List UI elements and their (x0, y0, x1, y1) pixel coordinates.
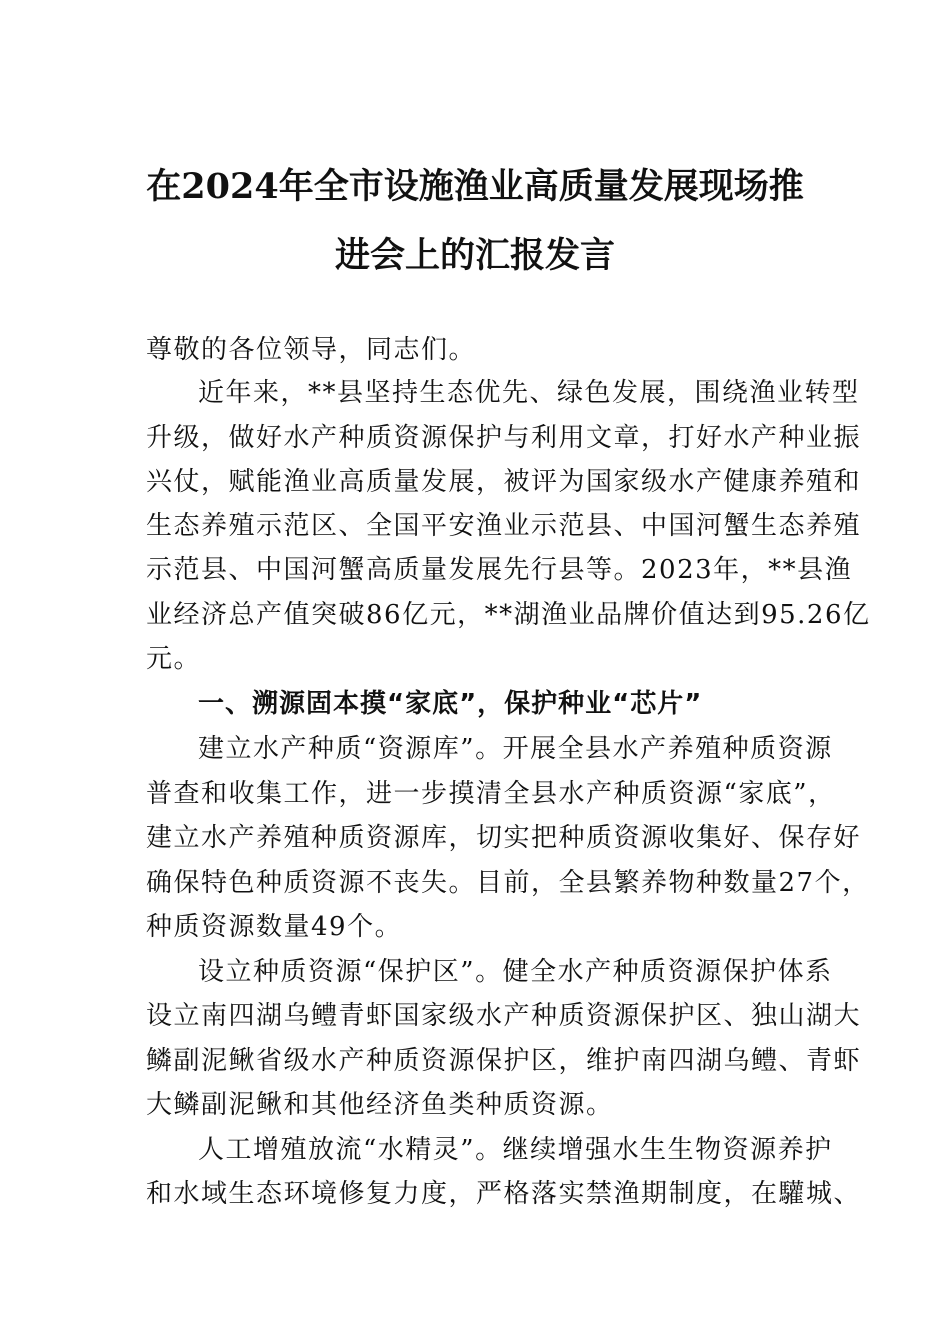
text-line: 近年来，**县坚持生态优先、绿色发展，围绕渔业转型 (198, 378, 860, 408)
text-line: 普查和收集工作，进一步摸清全县水产种质资源“家底”， (146, 779, 836, 809)
text-line: 和水域生态环境修复力度，严格落实禁渔期制度，在驩城、 (146, 1179, 862, 1209)
text-line: 建立水产养殖种质资源库，切实把种质资源收集好、保存好 (146, 823, 862, 853)
text-line: 升级，做好水产种质资源保护与利用文章，打好水产种业振 (146, 423, 862, 453)
text-line: 生态养殖示范区、全国平安渔业示范县、中国河蟹生态养殖 (146, 511, 862, 541)
text-line: 示范县、中国河蟹高质量发展先行县等。2023年，**县渔 (146, 555, 853, 585)
text-line: 确保特色种质资源不丧失。目前，全县繁养物种数量27个， (146, 868, 870, 898)
text-line: 业经济总产值突破86亿元，**湖渔业品牌价值达到95.26亿 (146, 600, 871, 630)
text-line: 设立南四湖乌鳢青虾国家级水产种质资源保护区、独山湖大 (146, 1001, 862, 1031)
text-line: 大鳞副泥鳅和其他经济鱼类种质资源。 (146, 1090, 614, 1120)
text-line: 建立水产种质“资源库”。开展全县水产养殖种质资源 (198, 734, 833, 764)
text-line: 人工增殖放流“水精灵”。继续增强水生生物资源养护 (198, 1135, 833, 1165)
text-line: 种质资源数量49个。 (146, 912, 403, 942)
document-title-line-1: 在2024年全市设施渔业高质量发展现场推 (146, 166, 804, 207)
text-line: 兴仗，赋能渔业高质量发展，被评为国家级水产健康养殖和 (146, 467, 862, 497)
salutation: 尊敬的各位领导，同志们。 (146, 335, 477, 365)
document-title-line-2: 进会上的汇报发言 (334, 235, 615, 276)
text-line: 元。 (146, 644, 202, 674)
text-line: 鳞副泥鳅省级水产种质资源保护区，维护南四湖乌鳢、青虾 (146, 1046, 862, 1076)
text-line: 设立种质资源“保护区”。健全水产种质资源保护体系 (198, 957, 833, 987)
section-heading: 一、溯源固本摸“家底”，保护种业“芯片” (198, 689, 703, 719)
